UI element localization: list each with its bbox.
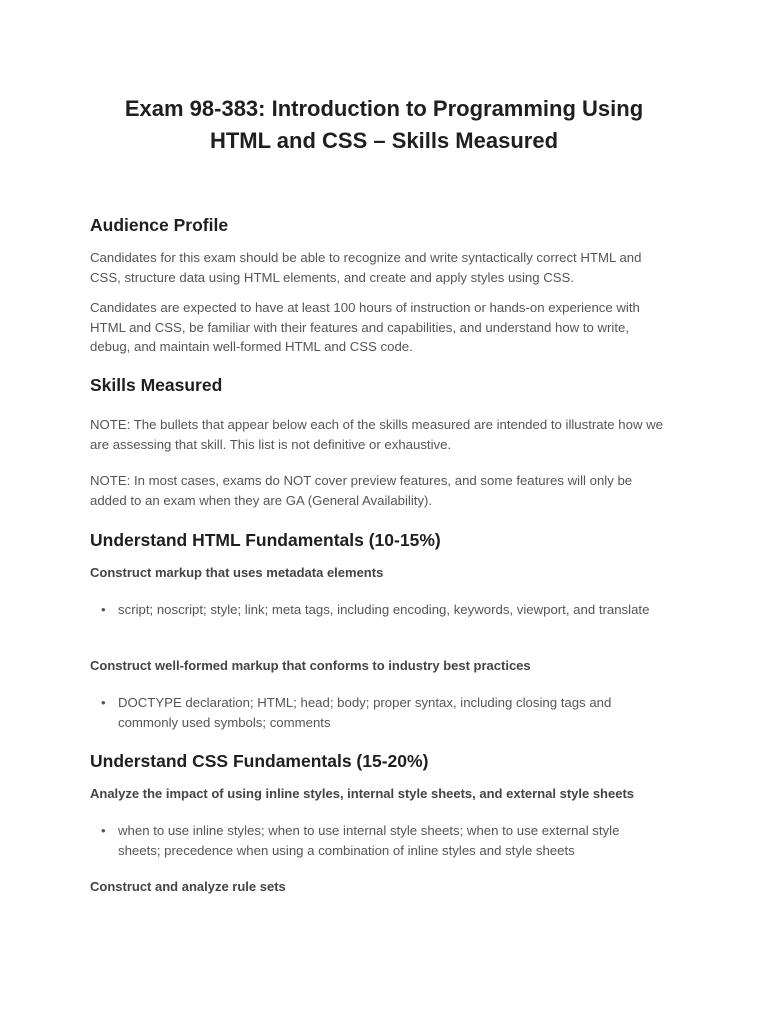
html-bullet-1-text: script; noscript; style; link; meta tags, including encoding, keywords, viewport, and translate: [118, 602, 650, 617]
audience-paragraph-1: Candidates for this exam should be able to recognize and write syntactically correct HTML and CSS, structure data using HTML elements, and create and apply styles using CSS.: [90, 250, 642, 285]
bullet-icon: •: [101, 602, 106, 617]
list-item: [101, 600, 663, 620]
bullet-icon: •: [101, 823, 106, 838]
css-fundamentals-heading: Understand CSS Fundamentals (15-20%): [90, 751, 429, 771]
skills-note-2: NOTE: In most cases, exams do NOT cover preview features, and some features will only be added to an exam when they are GA (General Availability).: [90, 473, 633, 508]
audience-profile-heading: Audience Profile: [90, 215, 229, 235]
bullet-icon: •: [101, 695, 106, 710]
css-bullet-1-text: when to use inline styles; when to use internal style sheets; when to use external style sheets; precedence when using a combination of inline styles and style sheets: [118, 823, 620, 858]
html-bullet-2-text: DOCTYPE declaration; HTML; head; body; proper syntax, including closing tags and commonly used symbols; comments: [118, 695, 612, 730]
title-line-2: HTML and CSS – Skills Measured: [209, 128, 559, 153]
audience-paragraph-2: Candidates are expected to have at least 100 hours of instruction or hands-on experience with HTML and CSS, be familiar with their features and capabilities, and understand how to write, debug, and maintain well-formed HTML and CSS code.: [90, 300, 640, 354]
document-title: [90, 93, 678, 157]
list-item: [101, 821, 663, 860]
skills-note-1: NOTE: The bullets that appear below each of the skills measured are intended to illustrate how we are assessing that skill. This list is not definitive or exhaustive.: [90, 417, 663, 452]
list-item: [101, 693, 663, 732]
html-subheading-metadata: Construct markup that uses metadata elements: [90, 565, 384, 580]
css-subheading-rulesets: Construct and analyze rule sets: [90, 879, 286, 894]
html-subheading-wellformed: Construct well-formed markup that conforms to industry best practices: [90, 658, 531, 673]
skills-measured-heading: Skills Measured: [90, 375, 223, 395]
css-subheading-styles: Analyze the impact of using inline styles, internal style sheets, and external style sheets: [90, 786, 635, 801]
title-line-1: Exam 98-383: Introduction to Programming Using: [124, 96, 644, 121]
html-fundamentals-heading: Understand HTML Fundamentals (10-15%): [90, 530, 441, 550]
